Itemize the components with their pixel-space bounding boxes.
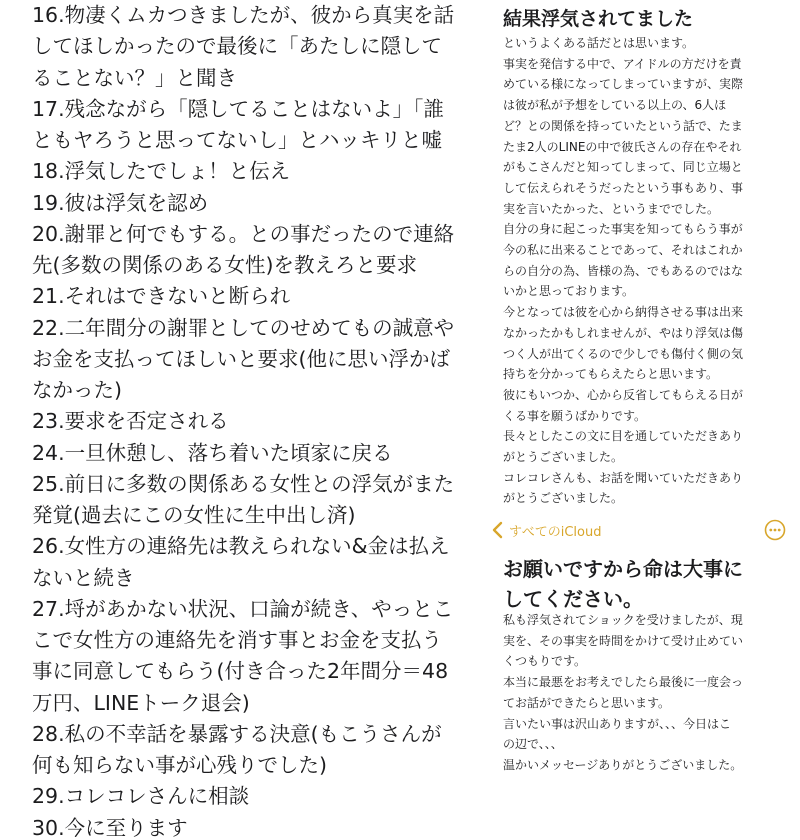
note-line: コレコレさんも、お話を聞いていただきあり (503, 470, 744, 485)
note-line: ともヤろうと思ってないし」とハッキリと嘘 (32, 128, 442, 152)
note-line: 28.私の不幸話を暴露する決意(もこうさんが (32, 721, 442, 746)
note-line: 23.要求を否定される (32, 409, 229, 434)
back-to-icloud-button[interactable] (490, 519, 602, 541)
note-line: 今の私に出来ることであって、それはこれか (503, 243, 743, 257)
note-line: ないと続き (32, 565, 135, 590)
note-line: して伝えられそうだったという事もあり、事 (503, 180, 744, 195)
note-line: がとうございました。 (503, 491, 624, 506)
chevron-left-icon (490, 520, 508, 540)
note-line: たま2人のLINEの中で彼氏さんの存在やそれ (503, 139, 742, 154)
note-line: 29.コレコレさんに相談 (32, 784, 250, 809)
note-line: 何も知らない事が心残りでした) (32, 753, 327, 777)
note-line: めている様になってしまっていますが、実際 (503, 77, 744, 92)
note-line: 自分の身に起こった事実を知ってもらう事が (503, 222, 743, 237)
note-line: てお話ができたらと思います。 (503, 695, 671, 710)
note-line: 今となっては彼を心から納得させる事は出来 (503, 305, 744, 320)
note-line: 17.残念ながら「隠してることはないよ」「誰 (32, 96, 444, 121)
note-line: 本当に最悪をお考えでしたら最後に一度会っ (503, 675, 744, 690)
note-line: 19.彼は浮気を認め (32, 190, 209, 215)
note-line: してほしかったので最後に「あたしに隠して (32, 34, 442, 59)
note-line: 発覚(過去にこの女性に生中出し済) (32, 503, 356, 527)
note-line: 事に同意してもらう(付き合った2年間分＝48 (32, 659, 449, 684)
note-line: 実を、その事実を時間をかけて受け止めてい (503, 633, 744, 648)
note-title-line: お願いですから命は大事に (503, 557, 743, 581)
note-line: 16.物凄くムカつきましたが、彼から真実を話 (32, 3, 455, 27)
note-line: 25.前日に多数の関係ある女性との浮気がまた (32, 471, 455, 496)
note-line: くる事を願うばかりです。 (503, 408, 647, 423)
ellipsis-circle-icon[interactable] (764, 519, 786, 541)
note-line: がもこさんだと知ってしまって、同じ立場と (503, 160, 743, 175)
note-line: 万円、LINEトーク退会) (32, 690, 250, 715)
note-line: ど？との関係を持っていたという話で、たま (503, 118, 743, 133)
note-line: 27.埒があかない状況、口論が続き、やっとこ (32, 596, 454, 621)
note-line: は彼が私が予想をしている以上の、6人ほ (503, 98, 727, 113)
note-line: ることない？」と聞き (32, 65, 237, 90)
note-line: 彼にもいつか、心から反省してもらえる日が (503, 387, 744, 402)
note-line: なかった) (32, 378, 122, 402)
note-line: お金を支払ってほしいと要求(他に思い浮かば (32, 346, 450, 371)
note-line: こで女性方の連絡先を消す事とお金を支払う (32, 628, 442, 652)
back-button-label: すべてのiCloud (509, 524, 602, 540)
note-line: というよくある話だとは思います。 (503, 36, 695, 50)
note-line: なかったかもしれませんが、やはり浮気は傷 (503, 325, 744, 340)
note-line: がとうございました。 (503, 450, 624, 464)
note-line: つく人が出てくるので少しでも傷付く側の気 (503, 346, 744, 361)
note-line: 26.女性方の連絡先は教えられない&金は払え (32, 534, 450, 559)
note-line: 実を言いたかった、というまででした。 (503, 201, 720, 216)
note-title-line: してください。 (503, 587, 643, 611)
note-line: 私も浮気されてショックを受けましたが、現 (503, 613, 743, 627)
right-note-panel (490, 0, 800, 827)
note-line: 21.それはできないと断られ (32, 284, 291, 309)
note-line: 長々としたこの文に目を通していただきあり (503, 429, 744, 444)
note-line: くつもりです。 (503, 654, 587, 669)
note-line: いかと思っております。 (503, 284, 635, 299)
note-line: 24.一旦休憩し、落ち着いた頃家に戻る (32, 440, 393, 465)
note-line: 18.浮気したでしょ！と伝え (32, 159, 291, 184)
note-line: 持ちを分かってもらえたらと思います。 (503, 367, 719, 382)
note-line: 先(多数の関係のある女性)を教えろと要求 (32, 253, 417, 277)
note-title: 結果浮気されてました (503, 8, 694, 30)
note-line: 20.謝罪と何でもする。との事だったので連絡 (32, 221, 455, 246)
note-line: 温かいメッセージありがとうございました。 (503, 757, 743, 772)
note-line: 22.二年間分の謝罪としてのせめてもの誠意や (32, 315, 455, 340)
note-line: の辺で、、、 (503, 737, 563, 752)
note-line: 30.今に至ります (32, 815, 188, 840)
note-line: 事実を発信する中で、アイドルの方だけを責 (503, 56, 742, 71)
note-line: らの自分の為、皆様の為、でもあるのではな (503, 263, 744, 278)
note-line: 言いたい事は沢山ありますが、、、今日はこ (503, 716, 732, 731)
